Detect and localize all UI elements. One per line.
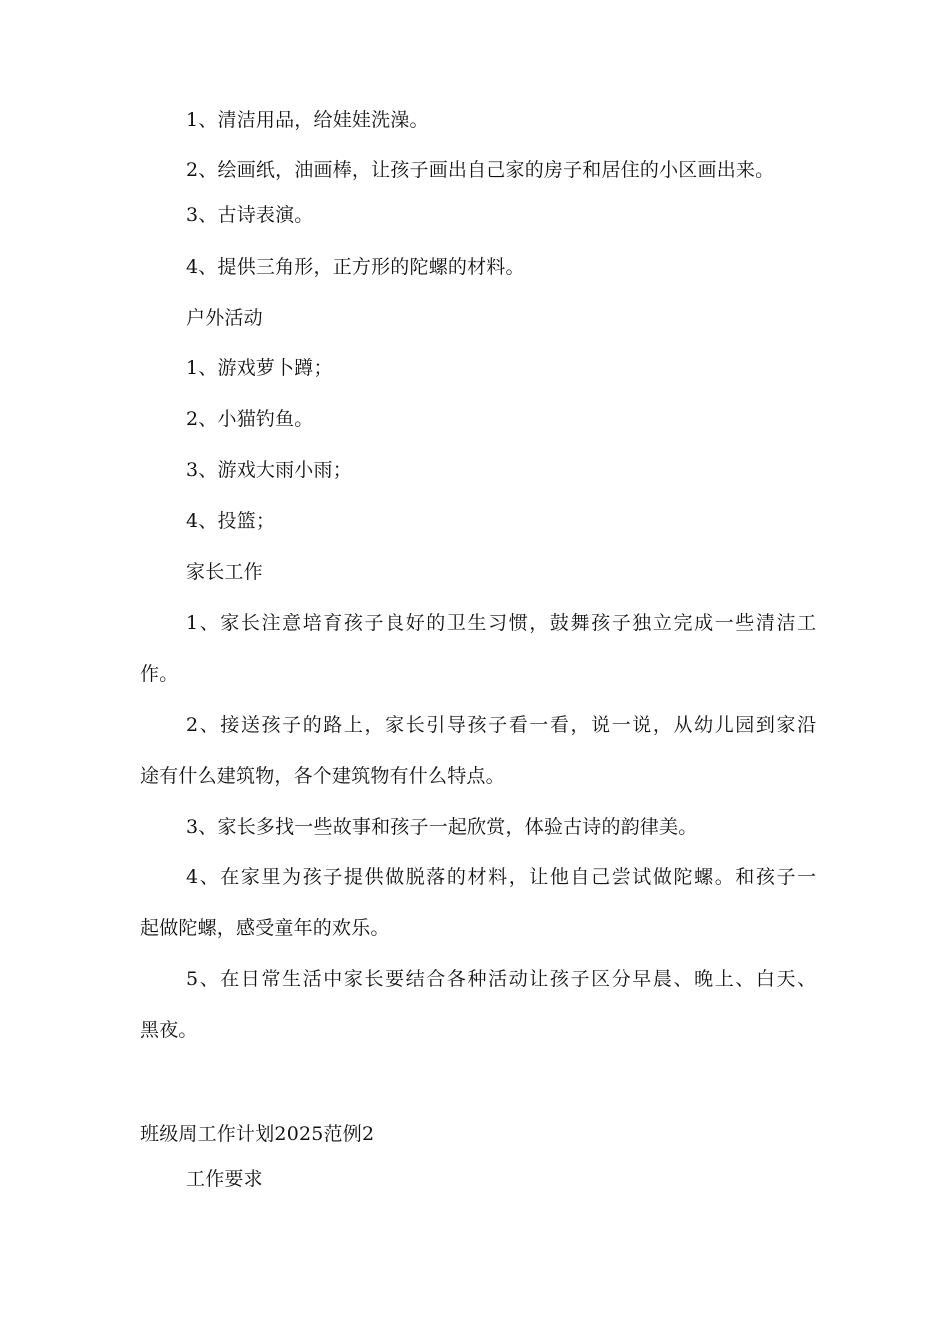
section-heading: 户外活动 — [186, 307, 263, 329]
list-item: 2、绘画纸，油画棒，让孩子画出自己家的房子和居住的小区画出来。 — [186, 159, 775, 181]
list-item: 4、提供三角形，正方形的陀螺的材料。 — [186, 256, 525, 278]
paragraph-line: 4、在家里为孩子提供做脱落的材料，让他自己尝试做陀螺。和孩子一 — [186, 866, 818, 888]
list-item: 3、游戏大雨小雨； — [186, 459, 352, 481]
paragraph-line: 途有什么建筑物，各个建筑物有什么特点。 — [140, 765, 505, 787]
list-item: 4、投篮； — [186, 510, 276, 532]
paragraph-line: 起做陀螺，感受童年的欢乐。 — [140, 917, 390, 939]
section-heading: 家长工作 — [186, 561, 263, 583]
paragraph-line: 黑夜。 — [140, 1019, 198, 1041]
section-heading: 工作要求 — [186, 1168, 263, 1190]
section-title: 班级周工作计划2025范例2 — [140, 1123, 375, 1145]
list-item: 1、清洁用品，给娃娃洗澡。 — [186, 109, 429, 131]
paragraph-line: 5、在日常生活中家长要结合各种活动让孩子区分早晨、晚上、白天、 — [186, 968, 818, 990]
paragraph-line: 作。 — [140, 663, 179, 685]
paragraph-line: 2、接送孩子的路上，家长引导孩子看一看，说一说，从幼儿园到家沿 — [186, 714, 818, 736]
paragraph-line: 1、家长注意培育孩子良好的卫生习惯，鼓舞孩子独立完成一些清洁工 — [186, 612, 818, 634]
list-item: 1、游戏萝卜蹲； — [186, 357, 333, 379]
list-item: 2、小猫钓鱼。 — [186, 408, 314, 430]
paragraph-line: 3、家长多找一些故事和孩子一起欣赏，体验古诗的韵律美。 — [186, 816, 698, 838]
list-item: 3、古诗表演。 — [186, 204, 314, 226]
